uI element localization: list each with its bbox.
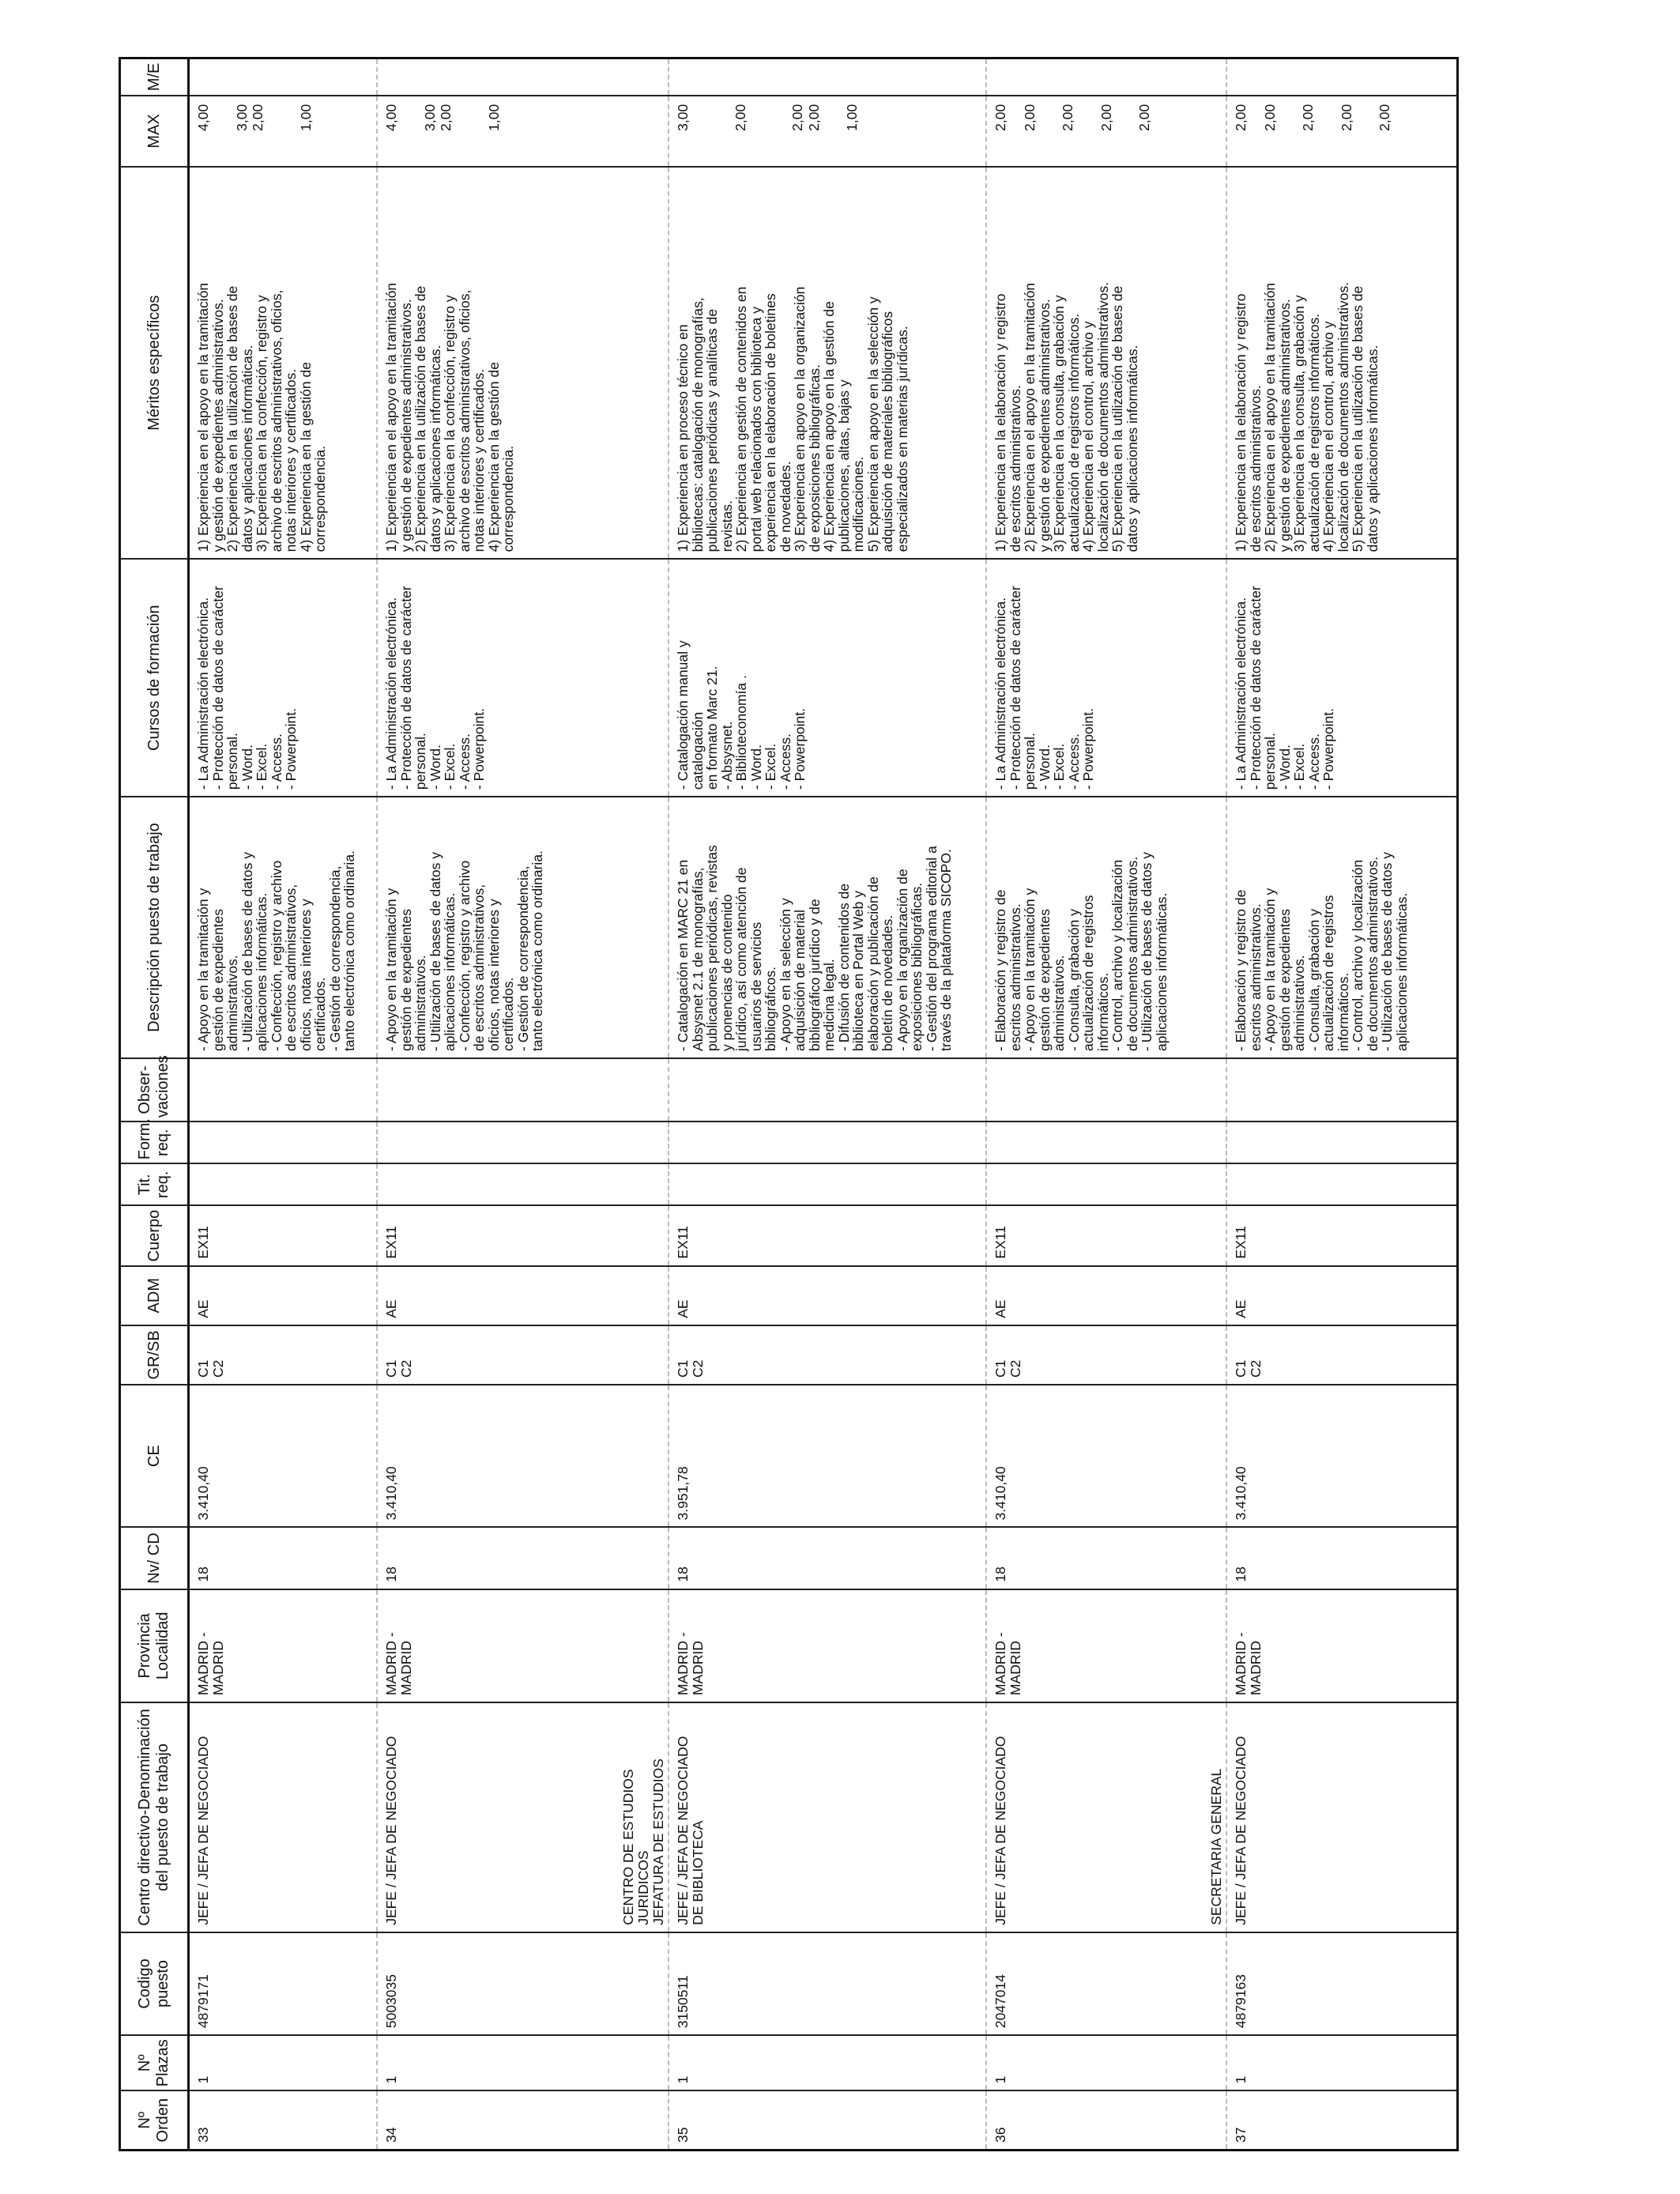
table-row [986,58,1226,2151]
cell-cursos: - Catalogación manual y catalogación en formato Marc 21. - Absysnet. - Biblioteconomía . - Word. - Excel. - Access. - Powerpoint. [669,559,986,797]
cell-me [986,58,1226,96]
cell-ce: 3.410,40 [377,1385,669,1527]
cell-obs [1226,1058,1458,1122]
cell-adm: AE [1226,1266,1458,1325]
cell-max [377,96,669,167]
header-obs: Obser-vaciones [120,1058,189,1122]
cell-centro [986,1702,1226,1932]
max-score: 2,00 [1098,104,1114,131]
table-row [1226,58,1458,2151]
cell-cuerpo: EX11 [669,1205,986,1265]
cell-obs [189,1058,378,1122]
max-score: 2,00 [250,104,266,131]
centro-denominacion: JEFE / JEFA DE NEGOCIADO [1233,1736,1249,1925]
cell-codigo: 2047014 [986,1932,1226,2035]
header-provincia: Provincia Localidad [120,1589,189,1702]
header-form: Form. req. [120,1122,189,1163]
cell-plazas: 1 [986,2035,1226,2090]
header-adm: ADM [120,1266,189,1325]
cell-grsb: C1 C2 [1226,1325,1458,1385]
max-score: 2,00 [438,104,454,131]
cell-grsb: C1 C2 [669,1325,986,1385]
table-row [669,58,986,2151]
cell-nivel: 18 [189,1527,378,1589]
cell-max [189,96,378,167]
cell-me [377,58,669,96]
header-row [120,58,189,2151]
table-row [189,58,378,2151]
cell-plazas: 1 [669,2035,986,2090]
cell-obs [669,1058,986,1122]
cell-form [1226,1122,1458,1163]
cell-grsb: C1 C2 [377,1325,669,1385]
cell-codigo: 4879163 [1226,1932,1458,2035]
max-score: 2,00 [993,104,1008,131]
cell-nivel: 18 [377,1527,669,1589]
header-orden: Nº Orden [120,2090,189,2150]
cell-meritos: 1) Experiencia en la elaboración y registro de escritos administrativos. 2) Experiencia en el apoyo en la tramitación y gestión de expedientes administrativos. 3) Experiencia en la consulta, grabación y actualización de registros informáticos. 4) Experiencia en el control, archivo y localización de documentos administrativos. 5) Experiencia en la utilización de bases de datos y aplicaciones informáticas. [986,167,1226,559]
cell-nivel: 18 [669,1527,986,1589]
cell-adm: AE [669,1266,986,1325]
max-score: 2,00 [1233,104,1249,131]
max-score: 3,00 [233,104,250,131]
cell-cuerpo: EX11 [189,1205,378,1265]
max-score: 4,00 [195,104,211,131]
cell-centro [189,1702,378,1932]
header-cuerpo: Cuerpo [120,1205,189,1265]
header-nivel: Nv/ CD [120,1527,189,1589]
header-descripcion: Descripción puesto de trabajo [120,797,189,1058]
rotated-page [119,57,1410,2151]
cell-me [669,58,986,96]
cell-grsb: C1 C2 [986,1325,1226,1385]
centro-denominacion: JEFE / JEFA DE NEGOCIADO [993,1736,1008,1925]
cell-tit [189,1163,378,1205]
header-grsb: GR/SB [120,1325,189,1385]
cell-provincia: MADRID - MADRID [1226,1589,1458,1702]
max-score: 1,00 [844,104,860,131]
cell-meritos: 1) Experiencia en proceso técnico en bibliotecas: catalogación de monografías, publicaciones periódicas y analíticas de revistas. 2) Experiencia en gestión de contenidos en portal web relacionados con biblioteca y experiencia en la elaboración de boletines de novedades. 3) Experiencia en apoyo en la organización de exposiciones bibliográficas. 4) Experiencia en apoyo en la gestión de publicaciones, altas, bajas y modificaciones. 5) Experiencia en apoyo en la selección y adquisición de materiales bibliográficos especializados en materias jurídicas. [669,167,986,559]
centro-denominacion: JEFE / JEFA DE NEGOCIADO [195,1736,211,1925]
cell-tit [986,1163,1226,1205]
cell-cursos: - La Administración electrónica. - Protección de datos de carácter personal. - Word. - Excel. - Access. - Powerpoint. [377,559,669,797]
cell-me [1226,58,1458,96]
cell-max [1226,96,1458,167]
max-score: 2,00 [1300,104,1316,131]
header-tit: Tit. req. [120,1163,189,1205]
cell-provincia: MADRID - MADRID [189,1589,378,1702]
cell-ce: 3.410,40 [986,1385,1226,1527]
cell-orden: 35 [669,2090,986,2150]
cell-nivel: 18 [986,1527,1226,1589]
header-max: MAX [120,96,189,167]
max-score: 4,00 [383,104,399,131]
cell-form [986,1122,1226,1163]
cell-form [189,1122,378,1163]
cell-obs [986,1058,1226,1122]
max-score: 2,00 [1261,104,1278,131]
cell-nivel: 18 [1226,1527,1458,1589]
cell-codigo: 3150511 [669,1932,986,2035]
cell-grsb: C1 C2 [189,1325,378,1385]
cell-adm: AE [377,1266,669,1325]
centro-group-heading: SECRETARIA GENERAL [1208,1768,1224,1925]
cell-tit [1226,1163,1458,1205]
max-score: 2,00 [1338,104,1354,131]
centro-denominacion: JEFE / JEFA DE NEGOCIADO DE BIBLIOTECA [675,1736,706,1925]
cell-orden: 34 [377,2090,669,2150]
cell-provincia: MADRID - MADRID [669,1589,986,1702]
cell-provincia: MADRID - MADRID [986,1589,1226,1702]
header-ce: CE [120,1385,189,1527]
table-row [377,58,669,2151]
cell-cursos: - La Administración electrónica. - Protección de datos de carácter personal. - Word. - Excel. - Access. - Powerpoint. [1226,559,1458,797]
cell-plazas: 1 [1226,2035,1458,2090]
cell-provincia: MADRID - MADRID [377,1589,669,1702]
cell-cursos: - La Administración electrónica. - Protección de datos de carácter personal. - Word. - Excel. - Access. - Powerpoint. [189,559,378,797]
cell-adm: AE [189,1266,378,1325]
cell-centro [1226,1702,1458,1932]
header-meritos: Méritos específicos [120,167,189,559]
cell-meritos: 1) Experiencia en el apoyo en la tramitación y gestión de expedientes administrativos. 2) Experiencia en la utilización de bases de datos y aplicaciones informáticas. 3) Experiencia en la confección, registro y archivo de escritos administrativos, oficios, notas interiores y certificados. 4) Experiencia en la gestión de correspondencia. [189,167,378,559]
cell-codigo: 4879171 [189,1932,378,2035]
header-centro: Centro directivo-Denominación del puesto de trabajo [120,1702,189,1932]
max-score: 2,00 [1021,104,1038,131]
header-codigo: Codigo puesto [120,1932,189,2035]
cell-ce: 3.410,40 [1226,1385,1458,1527]
max-score: 1,00 [485,104,502,131]
max-score: 2,00 [805,104,822,131]
max-score: 2,00 [1377,104,1392,131]
cell-max [986,96,1226,167]
cell-tit [377,1163,669,1205]
max-score: 2,00 [789,104,805,131]
cell-me [189,58,378,96]
max-score: 3,00 [421,104,438,131]
cell-form [377,1122,669,1163]
cell-form [669,1122,986,1163]
header-cursos: Cursos de formación [120,559,189,797]
cell-cuerpo: EX11 [986,1205,1226,1265]
max-score: 2,00 [732,104,748,131]
header-me: M/E [120,58,189,96]
cell-meritos: 1) Experiencia en la elaboración y registro de escritos administrativos. 2) Experiencia en el apoyo en la tramitación y gestión de expedientes administrativos. 3) Experiencia en la consulta, grabación y actualización de registros informáticos. 4) Experiencia en el control, archivo y localización de documentos administrativos. 5) Experiencia en la utilización de bases de datos y aplicaciones informáticas. [1226,167,1458,559]
cell-centro [377,1702,669,1932]
max-score: 2,00 [1060,104,1075,131]
cell-centro [669,1702,986,1932]
cell-ce: 3.410,40 [189,1385,378,1527]
cell-descripcion: - Apoyo en la tramitación y gestión de expedientes administrativos. - Utilización de bases de datos y aplicaciones informáticas. - Confección, registro y archivo de escritos administrativos, oficios, notas interiores y certificados. - Gestión de correspondencia, tanto electrónica como ordinaria. [377,797,669,1058]
cell-descripcion: - Apoyo en la tramitación y gestión de expedientes administrativos. - Utilización de bases de datos y aplicaciones informáticas. - Confección, registro y archivo de escritos administrativos, oficios, notas interiores y certificados. - Gestión de correspondencia, tanto electrónica como ordinaria. [189,797,378,1058]
cell-cursos: - La Administración electrónica. - Protección de datos de carácter personal. - Word. - Excel. - Access. - Powerpoint. [986,559,1226,797]
cell-orden: 37 [1226,2090,1458,2150]
cell-max [669,96,986,167]
cell-plazas: 1 [377,2035,669,2090]
cell-tit [669,1163,986,1205]
cell-orden: 36 [986,2090,1226,2150]
cell-meritos: 1) Experiencia en el apoyo en la tramitación y gestión de expedientes administrativos. 2) Experiencia en la utilización de bases de datos y aplicaciones informáticas. 3) Experiencia en la confección, registro y archivo de escritos administrativos, oficios, notas interiores y certificados. 4) Experiencia en la gestión de correspondencia. [377,167,669,559]
cell-cuerpo: EX11 [377,1205,669,1265]
cell-descripcion: - Elaboración y registro de escritos administrativos. - Apoyo en la tramitación y gestión de expedientes administrativos. - Consulta, grabación y actualización de registros informáticos. - Control, archivo y localización de documentos administrativos. - Utilización de bases de datos y aplicaciones informáticas. [1226,797,1458,1058]
job-positions-table [119,57,1459,2151]
max-score: 1,00 [297,104,314,131]
max-score: 2,00 [1136,104,1152,131]
cell-descripcion: - Catalogación en MARC 21 en Absysnet 2.1 de monografías, publicaciones periódicas, revistas y ponencias de contenido jurídico, así como atención de usuarios de servicios bibliográficos. - Apoyo en la selección y adquisición de material bibliográfico jurídico y de medicina legal. - Difusión de contenidos de biblioteca en Portal Web y elaboración y publicación de boletín de novedades. - Apoyo en la organización de exposiciones bibliográficas. - Gestión del programa editorial a través de la plataforma SICOPO. [669,797,986,1058]
cell-descripcion: - Elaboración y registro de escritos administrativos. - Apoyo en la tramitación y gestión de expedientes administrativos. - Consulta, grabación y actualización de registros informáticos. - Control, archivo y localización de documentos administrativos. - Utilización de bases de datos y aplicaciones informáticas. [986,797,1226,1058]
centro-denominacion: JEFE / JEFA DE NEGOCIADO [383,1736,399,1925]
header-plazas: Nº Plazas [120,2035,189,2090]
cell-obs [377,1058,669,1122]
cell-plazas: 1 [189,2035,378,2090]
max-score: 3,00 [675,104,691,131]
cell-ce: 3.951,78 [669,1385,986,1527]
cell-adm: AE [986,1266,1226,1325]
centro-group-heading: CENTRO DE ESTUDIOS JURIDICOS JEFATURA DE ESTUDIOS [620,1759,666,1925]
cell-orden: 33 [189,2090,378,2150]
cell-cuerpo: EX11 [1226,1205,1458,1265]
cell-codigo: 5003035 [377,1932,669,2035]
